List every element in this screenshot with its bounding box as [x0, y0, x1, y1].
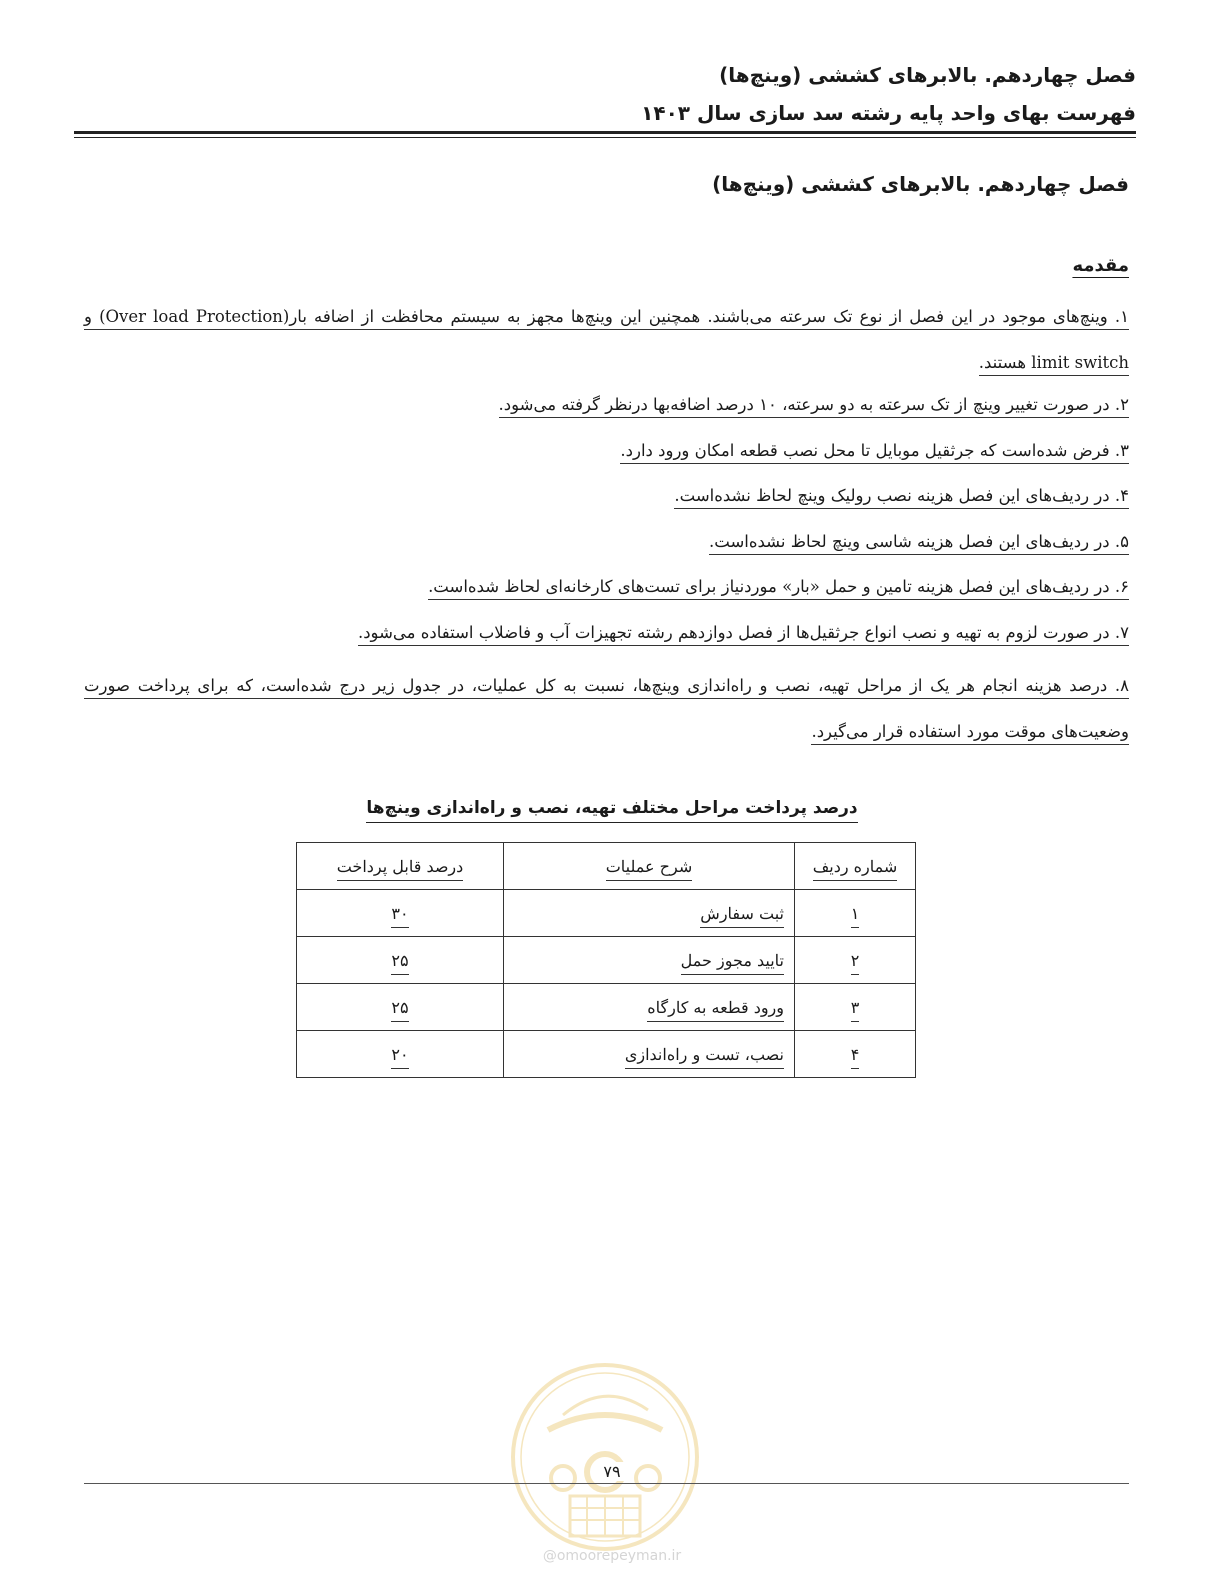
intro-item-5: ۵. در ردیف‌های این فصل هزینه شاسی وینچ لحاظ نشده‌است.: [84, 527, 1129, 557]
row-percentage: ۳۰: [297, 890, 504, 937]
row-description: نصب، تست و راه‌اندازی: [504, 1031, 795, 1078]
intro-item-8: ۸. درصد هزینه انجام هر یک از مراحل تهیه، نصب و راه‌اندازی وینچ‌ها، نسبت به کل عملیات، در جدول زیر درج شده‌است، که برای پرداخت صورت وضعیت‌های موقت مورد استفاده قرار می‌گیرد.: [84, 663, 1129, 755]
table-caption: درصد پرداخت مراحل مختلف تهیه، نصب و راه‌اندازی وینچ‌ها: [0, 798, 1224, 818]
table-row: [297, 890, 916, 937]
row-number: ۳: [795, 984, 916, 1031]
intro-item-4: ۴. در ردیف‌های این فصل هزینه نصب رولیک وینچ لحاظ نشده‌است.: [84, 481, 1129, 511]
row-description: تایید مجوز حمل: [504, 937, 795, 984]
page-header: [74, 58, 1136, 130]
footer-rule: [84, 1483, 1129, 1484]
row-percentage: ۲۰: [297, 1031, 504, 1078]
row-percentage: ۲۵: [297, 984, 504, 1031]
row-number: ۱: [795, 890, 916, 937]
header-description: شرح عملیات: [504, 843, 795, 890]
watermark-site: @omoorepeyman.ir: [542, 1548, 682, 1564]
header-chapter-title: فصل چهاردهم. بالابرهای کششی (وینچ‌ها): [719, 63, 1136, 87]
header-rule-thin: [74, 137, 1136, 138]
intro-item-7: ۷. در صورت لزوم به تهیه و نصب انواع جرثقیل‌ها از فصل دوازدهم رشته تجهیزات آب و فاضلاب استفاده می‌شود.: [84, 618, 1129, 648]
header-percentage: درصد قابل پرداخت: [297, 843, 504, 890]
row-number: ۲: [795, 937, 916, 984]
chapter-title: فصل چهاردهم. بالابرهای کششی (وینچ‌ها): [712, 172, 1129, 196]
intro-item-6: ۶. در ردیف‌های این فصل هزینه تامین و حمل «بار» موردنیاز برای تست‌های کارخانه‌ای لحاظ شده‌است.: [84, 572, 1129, 602]
page-number: ۷۹: [0, 1462, 1224, 1481]
table-row: [297, 937, 916, 984]
intro-list: [84, 294, 1129, 755]
row-description: ورود قطعه به کارگاه: [504, 984, 795, 1031]
header-document-title: فهرست بهای واحد پایه رشته سد سازی سال ۱۴۰۳: [641, 101, 1136, 125]
watermark-logo-icon: [508, 1360, 702, 1554]
intro-item-2: ۲. در صورت تغییر وینچ از تک سرعته به دو سرعته، ۱۰ درصد اضافه‌بها درنظر گرفته می‌شود.: [84, 390, 1129, 420]
intro-item-1: ۱. وینچ‌های موجود در این فصل از نوع تک سرعته می‌باشند. همچنین این وینچ‌ها مجهز به سیستم محافظت از اضافه بار(Over load Protection) و limit switch هستند.: [84, 294, 1129, 386]
row-percentage: ۲۵: [297, 937, 504, 984]
payment-table: [296, 842, 916, 1078]
header-row-number: شماره ردیف: [795, 843, 916, 890]
table-header-row: [297, 843, 916, 890]
header-rule-thick: [74, 131, 1136, 134]
intro-heading: مقدمه: [1072, 255, 1129, 276]
intro-item-3: ۳. فرض شده‌است که جرثقیل موبایل تا محل نصب قطعه امکان ورود دارد.: [84, 436, 1129, 466]
row-number: ۴: [795, 1031, 916, 1078]
table-row: [297, 984, 916, 1031]
row-description: ثبت سفارش: [504, 890, 795, 937]
table-row: [297, 1031, 916, 1078]
